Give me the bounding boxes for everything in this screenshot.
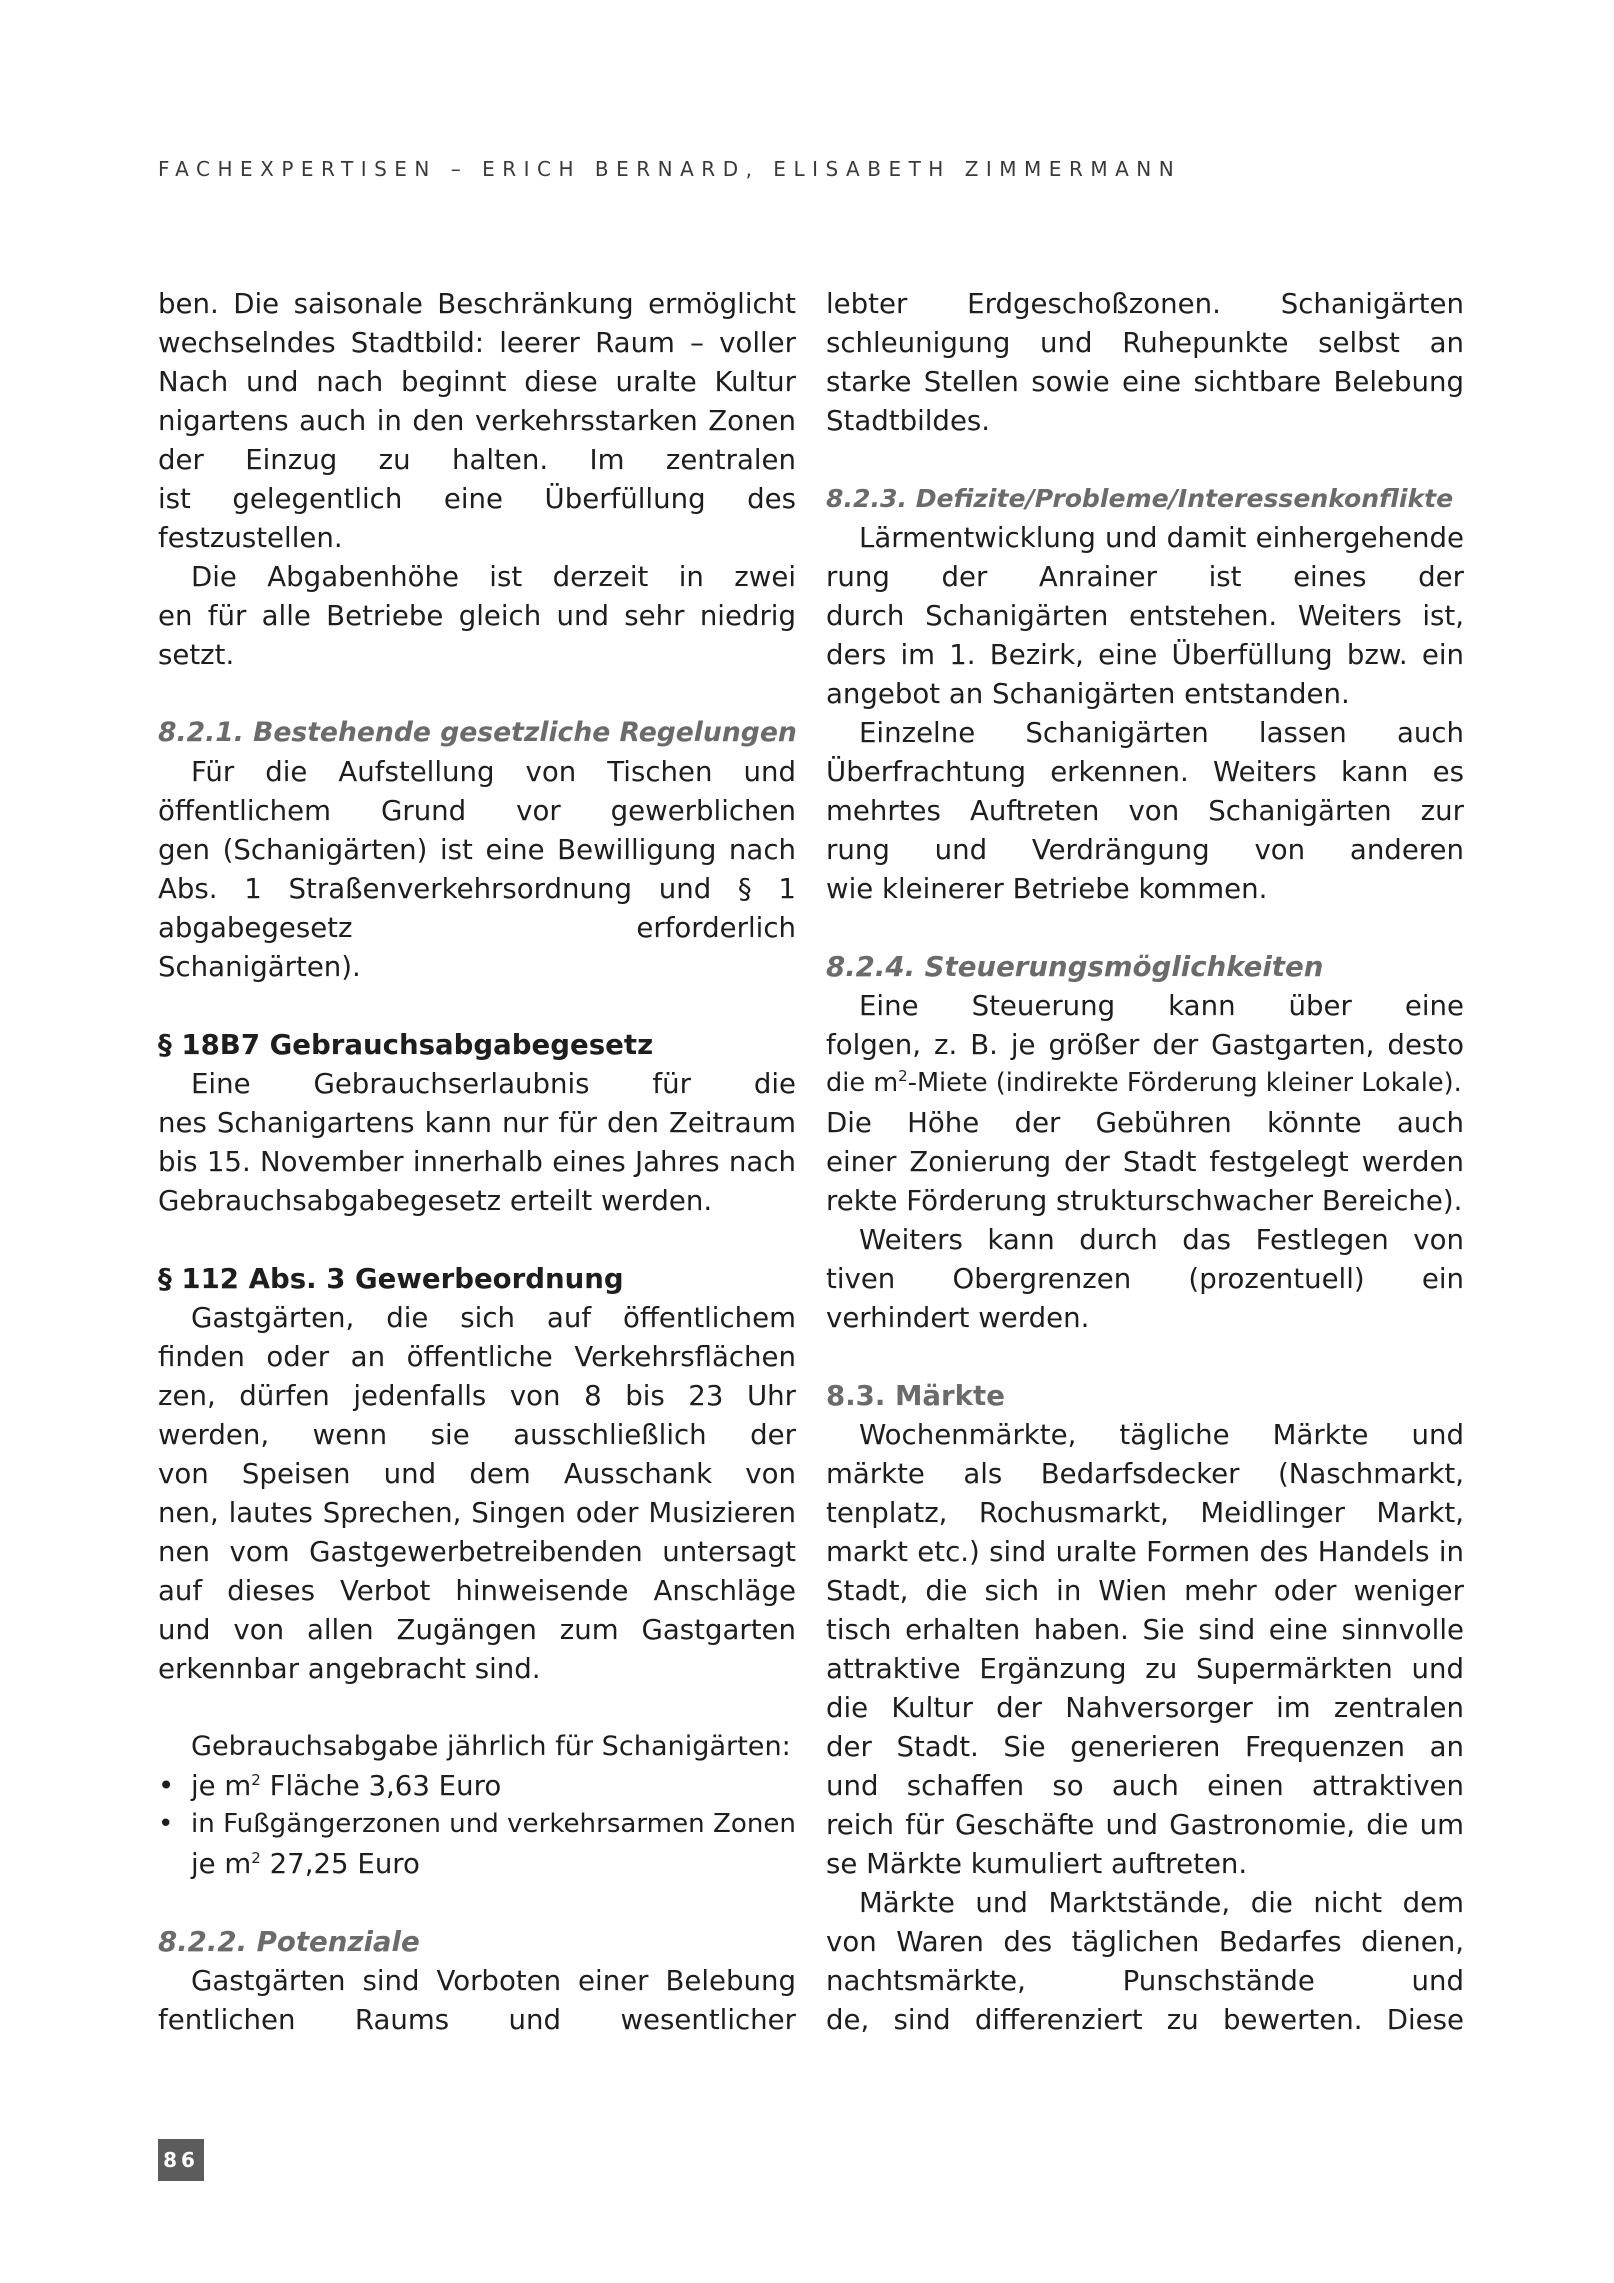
- right-column: [826, 284, 1464, 2039]
- text-line: erkennbar angebracht sind.: [158, 1652, 541, 1685]
- text-line: tisch erhalten haben. Sie sind eine sinnvolle: [826, 1613, 1464, 1646]
- text-line: gen (Schanigärten) ist eine Bewilligung nach: [158, 833, 796, 866]
- heading-112: § 112 Abs. 3 Gewerbeordnung: [158, 1262, 624, 1295]
- text-line: starke Stellen sowie eine sichtbare Belebung: [826, 365, 1464, 398]
- text-line: rekte Förderung strukturschwacher Bereiche).: [826, 1184, 1463, 1217]
- text-line: lebter Erdgeschoßzonen. Schanigärten: [826, 287, 1464, 320]
- text-line: wie kleinerer Betriebe kommen.: [826, 872, 1268, 905]
- text-line: durch Schanigärten entstehen. Weiters ist,: [826, 599, 1464, 632]
- text-line: en für alle Betriebe gleich und sehr niedrig: [158, 599, 796, 632]
- text-line: setzt.: [158, 638, 235, 671]
- text-line: die Kultur der Nahversorger im zentralen: [826, 1691, 1464, 1724]
- text-line: markt etc.) sind uralte Formen des Handels in: [826, 1535, 1464, 1568]
- text-line: Abs. 1 Straßenverkehrsordnung und § 1: [158, 872, 796, 905]
- text-line: festzustellen.: [158, 521, 343, 554]
- paragraph-8-2-1: [158, 752, 796, 986]
- text-line: abgabegesetz erforderlich: [158, 911, 796, 944]
- text-line: Für die Aufstellung von Tischen und: [191, 755, 796, 788]
- text-line: rung und Verdrängung von anderen: [826, 833, 1464, 866]
- text-line: Die Höhe der Gebühren könnte auch: [826, 1106, 1464, 1139]
- paragraph-8-2-2-continued: [826, 284, 1464, 440]
- bullet-icon: •: [158, 1769, 175, 1802]
- heading-8-2-1: 8.2.1. Bestehende gesetzliche Regelungen: [158, 717, 797, 748]
- paragraph-18b7: [158, 1064, 796, 1220]
- text-line: von Waren des täglichen Bedarfes dienen,: [826, 1925, 1464, 1958]
- text-line: nes Schanigartens kann nur für den Zeitraum: [158, 1106, 796, 1139]
- intro-paragraph: [158, 284, 796, 557]
- text-line: Stadt, die sich in Wien mehr oder weniger: [826, 1574, 1464, 1607]
- paragraph-112: [158, 1298, 796, 1688]
- left-column: [158, 284, 796, 2039]
- text-line: Eine Gebrauchserlaubnis für die: [191, 1067, 796, 1100]
- text-line: de, sind differenziert zu bewerten. Diese: [826, 2003, 1464, 2036]
- text-line: Gastgärten sind Vorboten einer Belebung: [191, 1964, 796, 1997]
- text-line: nen vom Gastgewerbetreibenden untersagt: [158, 1535, 796, 1568]
- text-line: werden, wenn sie ausschließlich der: [158, 1418, 796, 1451]
- text-line: finden oder an öffentliche Verkehrsflächen: [158, 1340, 796, 1373]
- running-head: FACHEXPERTISEN – ERICH BERNARD, ELISABETH ZIMMERMANN: [158, 157, 1182, 181]
- heading-18b7: § 18B7 Gebrauchsabgabegesetz: [158, 1028, 654, 1061]
- paragraph-8-3-a: [826, 1415, 1464, 1883]
- paragraph-8-2-3-b: [826, 713, 1464, 908]
- text-line: nen, lautes Sprechen, Singen oder Musizieren: [158, 1496, 796, 1529]
- page-number: 86: [158, 2139, 204, 2181]
- fee-item: • in Fußgängerzonen und verkehrsarmen Zonen: [158, 1805, 796, 1844]
- text-line: verhindert werden.: [826, 1301, 1090, 1334]
- text-line: öffentlichem Grund vor gewerblichen: [158, 794, 796, 827]
- heading-8-2-3: 8.2.3. Defizite/Probleme/Interessenkonflikte: [826, 484, 1454, 513]
- text-line: von Speisen und dem Ausschank von: [158, 1457, 796, 1490]
- text-line: Schanigärten).: [158, 950, 361, 983]
- fee-item-continuation: je $m^2$ 27,25 Euro: [191, 1847, 420, 1880]
- text-line: Gebrauchsabgabegesetz erteilt werden.: [158, 1184, 713, 1217]
- text-line: Nach und nach beginnt diese uralte Kultur: [158, 365, 796, 398]
- text-line: der Einzug zu halten. Im zentralen: [158, 443, 796, 476]
- text-line: Gastgärten, die sich auf öffentlichem: [191, 1301, 796, 1334]
- text-line: Einzelne Schanigärten lassen auch: [859, 716, 1464, 749]
- text-line: Weiters kann durch das Festlegen von: [859, 1223, 1464, 1256]
- text-line: die $m^2$-Miete (indirekte Förderung kleiner Lokale).: [826, 1067, 1462, 1098]
- text-line: auf dieses Verbot hinweisende Anschläge: [158, 1574, 796, 1607]
- paragraph-8-3-b: [826, 1883, 1464, 2039]
- text-line: reich für Geschäfte und Gastronomie, die um: [826, 1808, 1464, 1841]
- text-line: und schaffen so auch einen attraktiven: [826, 1769, 1464, 1802]
- text-line: bis 15. November innerhalb eines Jahres nach: [158, 1145, 796, 1178]
- text-line: attraktive Ergänzung zu Supermärkten und: [826, 1652, 1464, 1685]
- text-line: nigartens auch in den verkehrsstarken Zonen: [158, 404, 796, 437]
- heading-8-2-2: 8.2.2. Potenziale: [158, 1925, 420, 1958]
- text-line: rung der Anrainer ist eines der: [826, 560, 1464, 593]
- bullet-icon: •: [158, 1809, 174, 1839]
- text-line: ist gelegentlich eine Überfüllung des: [158, 482, 796, 515]
- text-line: tiven Obergrenzen (prozentuell) ein: [826, 1262, 1464, 1295]
- fee-item: • je $m^2$ Fläche 3,63 Euro: [158, 1766, 796, 1805]
- paragraph-8-2-2: [158, 1961, 796, 2039]
- text-line: ben. Die saisonale Beschränkung ermöglicht: [158, 287, 796, 320]
- heading-8-3: 8.3. Märkte: [826, 1379, 1005, 1412]
- text-line: ders im 1. Bezirk, eine Überfüllung bzw. ein: [826, 638, 1464, 671]
- text-line: se Märkte kumuliert auftreten.: [826, 1847, 1248, 1880]
- text-line: mehrtes Auftreten von Schanigärten zur: [826, 794, 1464, 827]
- text-line: märkte als Bedarfsdecker (Naschmarkt,: [826, 1457, 1464, 1490]
- text-line: zen, dürfen jedenfalls von 8 bis 23 Uhr: [158, 1379, 796, 1412]
- text-line: der Stadt. Sie generieren Frequenzen an: [826, 1730, 1464, 1763]
- text-line: Lärmentwicklung und damit einhergehende: [859, 521, 1464, 554]
- text-line: Stadtbildes.: [826, 404, 991, 437]
- paragraph-8-2-3-a: [826, 518, 1464, 713]
- text-line: nachtsmärkte, Punschstände und: [826, 1964, 1464, 1997]
- heading-8-2-4: 8.2.4. Steuerungsmöglichkeiten: [826, 950, 1324, 983]
- paragraph-8-2-4-a: [826, 986, 1464, 1220]
- text-line: Überfrachtung erkennen. Weiters kann es: [826, 755, 1464, 788]
- text-line: und von allen Zugängen zum Gastgarten: [158, 1613, 796, 1646]
- text-line: Die Abgabenhöhe ist derzeit in zwei: [191, 560, 796, 593]
- fee-list: [158, 1766, 796, 1883]
- text-line: schleunigung und Ruhepunkte selbst an: [826, 326, 1464, 359]
- text-line: folgen, z. B. je größer der Gastgarten, desto: [826, 1028, 1464, 1061]
- text-line: angebot an Schanigärten entstanden.: [826, 677, 1350, 710]
- text-line: einer Zonierung der Stadt festgelegt werden: [826, 1145, 1464, 1178]
- paragraph-8-2-4-b: [826, 1220, 1464, 1337]
- text-line: wechselndes Stadtbild: leerer Raum – voller: [158, 326, 796, 359]
- fee-intro: Gebrauchsabgabe jährlich für Schanigärten:: [191, 1731, 791, 1762]
- text-line: fentlichen Raums und wesentlicher: [158, 2003, 796, 2036]
- text-line: Eine Steuerung kann über eine: [859, 989, 1464, 1022]
- text-line: tenplatz, Rochusmarkt, Meidlinger Markt,: [826, 1496, 1464, 1529]
- text-line: Wochenmärkte, tägliche Märkte und: [859, 1418, 1464, 1451]
- levy-paragraph: [158, 557, 796, 674]
- text-line: Märkte und Marktstände, die nicht dem: [859, 1886, 1464, 1919]
